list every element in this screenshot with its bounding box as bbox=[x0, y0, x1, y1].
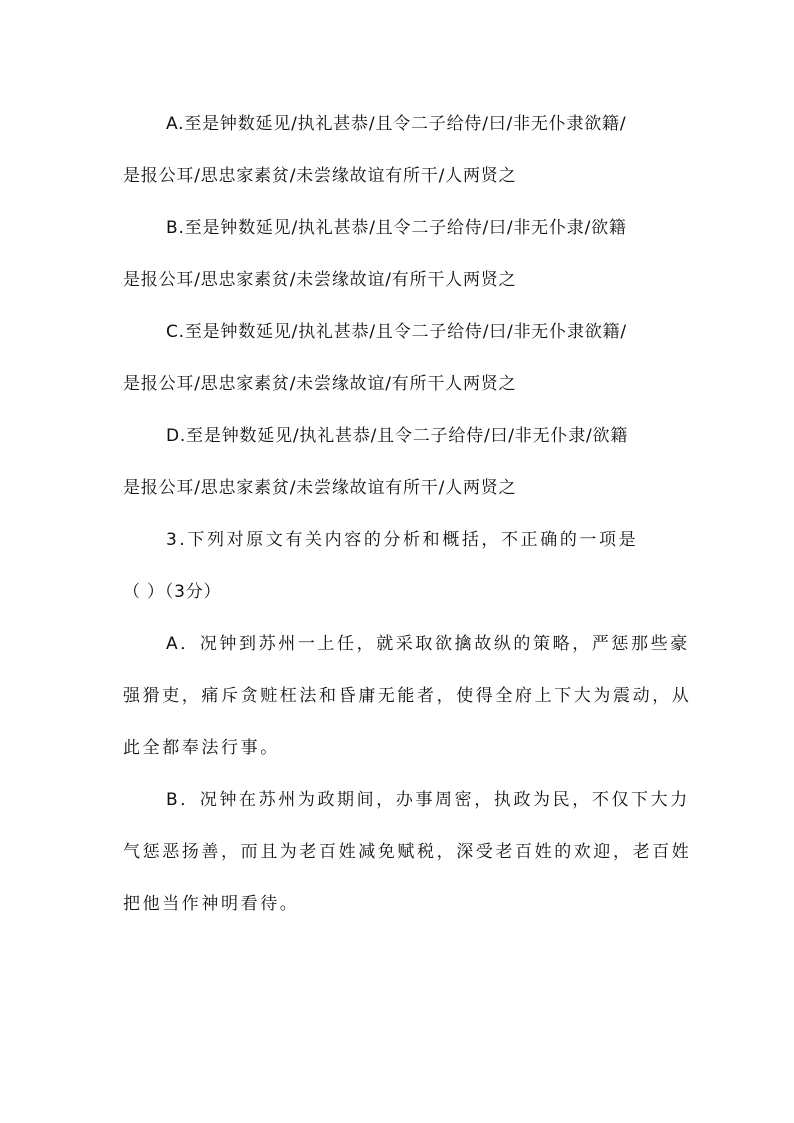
q3-option-a-line-1: A．况钟到苏州一上任，就采取欲擒故纵的策略，严惩那些豪 bbox=[166, 634, 690, 654]
question-3-stem: 3.下列对原文有关内容的分析和概括，不正确的一项是 bbox=[166, 530, 639, 550]
option-a-line-1: A.至是钟数延见/执礼甚恭/且令二子给侍/曰/非无仆隶欲籍/ bbox=[166, 114, 627, 134]
option-c-line-2: 是报公耳/思忠家素贫/未尝缘故谊/有所干人两贤之 bbox=[123, 374, 517, 394]
q3-option-b-line-1: B．况钟在苏州为政期间，办事周密，执政为民，不仅下大力 bbox=[166, 790, 690, 810]
option-b-line-2: 是报公耳/思忠家素贫/未尝缘故谊/有所干人两贤之 bbox=[123, 270, 517, 290]
q3-option-a-line-2: 强猾吏，痛斥贪赃枉法和昏庸无能者，使得全府上下大为震动，从 bbox=[123, 686, 692, 706]
option-b-line-1: B.至是钟数延见/执礼甚恭/且令二子给侍/曰/非无仆隶/欲籍 bbox=[166, 218, 627, 238]
option-d-line-1: D.至是钟数延见/执礼甚恭/且令二子给侍/曰/非无仆隶/欲籍 bbox=[166, 426, 629, 446]
option-a-line-2: 是报公耳/思忠家素贫/未尝缘故谊有所干/人两贤之 bbox=[123, 166, 517, 186]
option-d-line-2: 是报公耳/思忠家素贫/未尝缘故谊有所干/人两贤之 bbox=[123, 478, 517, 498]
q3-option-a-line-3: 此全都奉法行事。 bbox=[123, 738, 280, 758]
q3-option-b-line-2: 气惩恶扬善，而且为老百姓减免赋税，深受老百姓的欢迎，老百姓 bbox=[123, 842, 692, 862]
answer-blank: （ ）（3分） bbox=[123, 582, 222, 602]
option-c-line-1: C.至是钟数延见/执礼甚恭/且令二子给侍/曰/非无仆隶欲籍/ bbox=[166, 322, 627, 342]
q3-option-b-line-3: 把他当作神明看待。 bbox=[123, 894, 300, 914]
